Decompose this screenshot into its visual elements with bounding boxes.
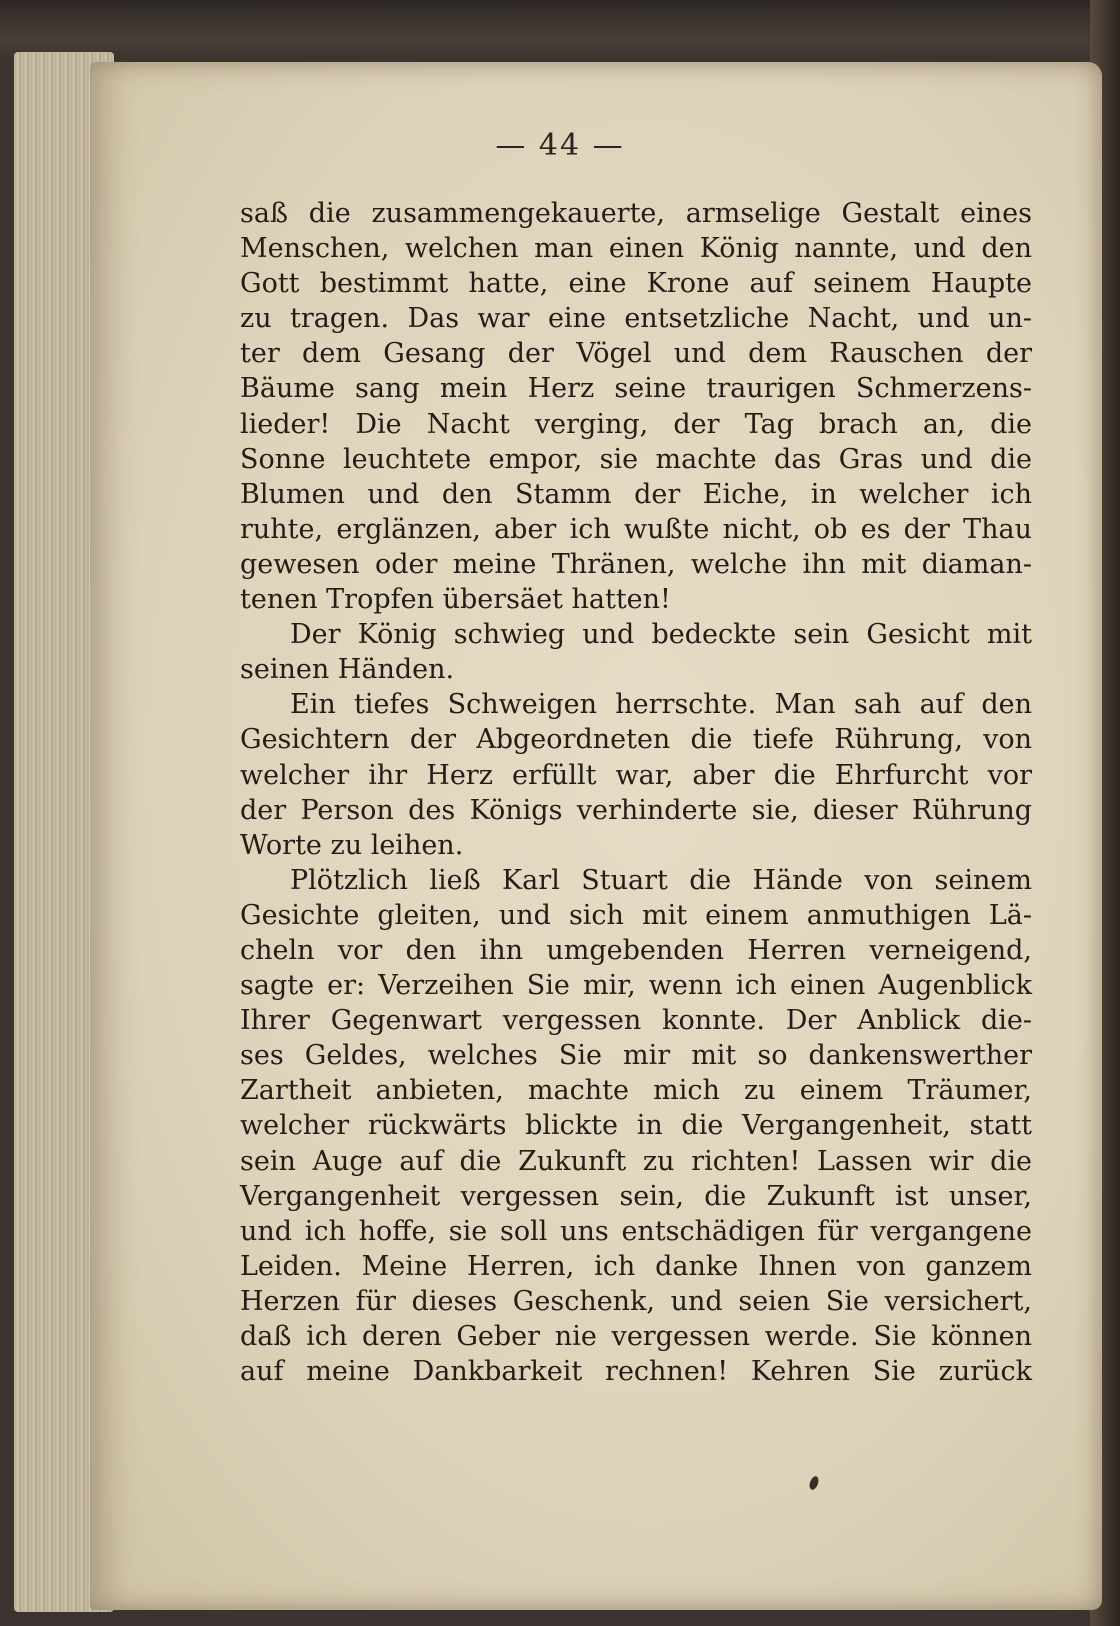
text-line: seinen Händen. (240, 654, 455, 686)
body-text (240, 196, 1032, 1389)
text-line: welcher rückwärts blickte in die Vergangenheit, statt (240, 1110, 1032, 1142)
text-line: und ich hoffe, sie soll uns entschädigen für vergangene (240, 1215, 1032, 1247)
text-line: cheln vor den ihn umgebenden Herren verneigend, (240, 934, 1032, 966)
text-line: lieder! Die Nacht verging, der Tag brach an, die (240, 408, 1032, 440)
text-line: sagte er: Verzeihen Sie mir, wenn ich einen Augenblick (240, 970, 1032, 1002)
text-line: sein Auge auf die Zukunft zu richten! Lassen wir die (240, 1145, 1032, 1177)
text-line: Ihrer Gegenwart vergessen konnte. Der Anblick die- (240, 1005, 1032, 1037)
text-line: Der König schwieg und bedeckte sein Gesicht mit (290, 619, 1032, 651)
text-line: auf meine Dankbarkeit rechnen! Kehren Sie zurück (240, 1356, 1032, 1388)
text-line: Plötzlich ließ Karl Stuart die Hände von seinem (290, 864, 1032, 896)
text-line: Leiden. Meine Herren, ich danke Ihnen von ganzem (240, 1250, 1032, 1282)
text-line: zu tragen. Das war eine entsetzliche Nacht, und un- (240, 303, 1032, 335)
text-line: welcher ihr Herz erfüllt war, aber die Ehrfurcht vor (240, 759, 1032, 791)
page-number: — 44 — (495, 128, 625, 163)
text-line: ter dem Gesang der Vögel und dem Rauschen der (240, 338, 1032, 370)
text-line: Blumen und den Stamm der Eiche, in welcher ich (240, 478, 1032, 510)
text-line: daß ich deren Geber nie vergessen werde. Sie können (240, 1321, 1032, 1352)
text-line: Vergangenheit vergessen sein, die Zukunft ist unser, (240, 1180, 1032, 1212)
text-line: Herzen für dieses Geschenk, und seien Sie versichert, (240, 1285, 1032, 1317)
text-line: Ein tiefes Schweigen herrschte. Man sah auf den (290, 689, 1032, 721)
text-line: Menschen, welchen man einen König nannte, und den (240, 233, 1032, 265)
text-line: Bäume sang mein Herz seine traurigen Schmerzens- (240, 373, 1032, 405)
text-line: der Person des Königs verhinderte sie, dieser Rührung (240, 794, 1032, 826)
text-line: ruhte, erglänzen, aber ich wußte nicht, ob es der Thau (240, 513, 1032, 545)
text-line: Zartheit anbieten, machte mich zu einem Träumer, (240, 1075, 1032, 1107)
text-line: Sonne leuchtete empor, sie machte das Gras und die (240, 443, 1032, 475)
text-line: Worte zu leihen. (240, 829, 464, 861)
text-line: Gesichte gleiten, und sich mit einem anmuthigen Lä- (240, 899, 1032, 931)
text-line: saß die zusammengekauerte, armselige Gestalt eines (240, 198, 1032, 229)
book-cover-top (0, 0, 1120, 60)
text-line: tenen Tropfen übersäet hatten! (240, 584, 671, 616)
text-line: ses Geldes, welches Sie mir mit so dankenswerther (240, 1040, 1032, 1072)
text-line: Gott bestimmt hatte, eine Krone auf seinem Haupte (240, 268, 1032, 300)
text-line: Gesichtern der Abgeordneten die tiefe Rührung, von (240, 724, 1032, 756)
text-line: gewesen oder meine Thränen, welche ihn mit diaman- (240, 548, 1032, 580)
